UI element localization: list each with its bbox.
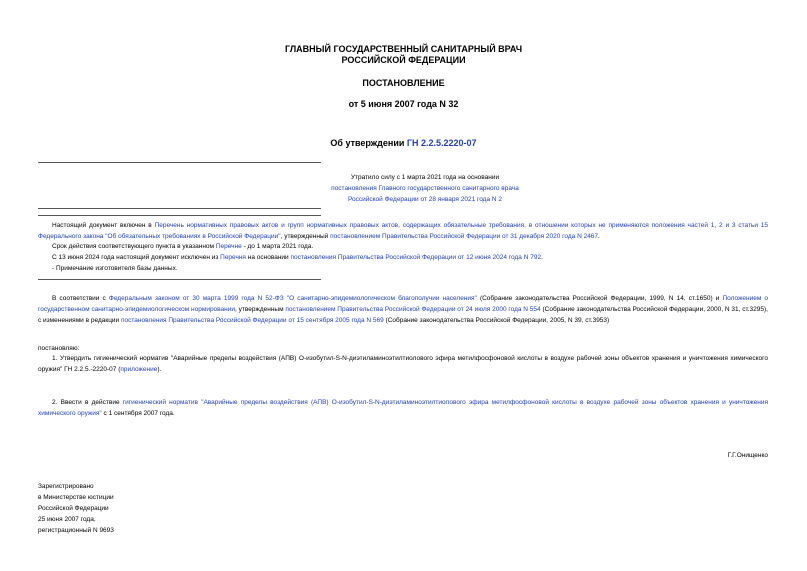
document-type: ПОСТАНОВЛЕНИЕ xyxy=(362,78,445,88)
divider xyxy=(38,208,321,209)
perechen-link-2[interactable]: Перечне xyxy=(215,243,242,250)
government-decree-792-link[interactable]: постановления Правительства Российской Федерации от 12 июня 2024 года N 792 xyxy=(290,254,542,261)
document-subject xyxy=(0,138,807,149)
appendix-link[interactable]: приложение xyxy=(120,366,158,373)
registration-line-2: в Министерстве юстиции xyxy=(38,494,114,501)
perechen-link[interactable]: Перечень нормативных правовых актов и групп нормативных правовых актов, содержащих обязательные требования, в отношении которых не применяются положения частей 1, 2 и 3 статьи 15 Федерального закона "Об обязательных требованиях в Российской Федерации" xyxy=(38,222,768,240)
lost-force-link-line-2[interactable]: постановления Главного государственного санитарного врача xyxy=(331,185,519,192)
notice-paragraph-2: Срок действия соответствующего пункта в указанном Перечне - до 1 марта 2021 года. xyxy=(52,243,314,250)
item-1: 1. Утвердить гигиенический норматив "Аварийные пределы воздействия (АПВ) О-изобутил-S-N-диэтиламиноэтилтиолового эфира метилфосфоновой кислоты в воздухе рабочей зоны объектов хранения и уничтожения химического оружия" ГН 2.2.5.-2220-07 (приложение). xyxy=(38,355,768,373)
notice-paragraph-1: Настоящий документ включен в Перечень нормативных правовых актов и групп нормативных правовых актов, содержащих обязательные требования, в отношении которых не применяются положения частей 1, 2 и 3 статьи 15 Федерального закона "Об обязательных требованиях в Российской Федерации", утвержденный постановлением Правительства Российской Федерации от 31 декабря 2020 года N 2467. xyxy=(38,222,768,240)
document-date: от 5 июня 2007 года N 32 xyxy=(348,99,459,109)
government-decree-554-link[interactable]: постановлением Правительства Российской Федерации от 24 июля 2000 года N 554 xyxy=(285,306,541,313)
lost-force-line-1: Утратило силу с 1 марта 2021 года на основании xyxy=(350,174,500,181)
registration-line-5: регистрационный N 9693 xyxy=(38,527,114,534)
lost-force-link-line-3[interactable]: Российской Федерации от 28 января 2021 года N 2 xyxy=(347,196,503,203)
notice-paragraph-4: - Примечание изготовителя базы данных. xyxy=(52,265,178,272)
subject-link[interactable]: ГН 2.2.5.2220-07 xyxy=(406,138,477,148)
divider xyxy=(38,215,321,216)
registration-line-1: Зарегистрировано xyxy=(38,483,94,490)
regulation-link[interactable]: Положением о государственном санитарно-эпидемиологическом нормировании xyxy=(38,295,768,313)
federal-law-52fz-link[interactable]: Федеральным законом от 30 марта 1999 года N 52-ФЗ "О санитарно-эпидемиологическом благополучии населения" xyxy=(108,295,477,302)
divider xyxy=(38,162,321,163)
hygienic-standard-link[interactable]: гигиенический норматив "Аварийные пределы воздействия (АПВ) О-изобутил-S-N-диэтиламиноэтилтиолового эфира метилфосфоновой кислоты в воздухе рабочей зоны объектов хранения и уничтожения химического оружия" xyxy=(38,399,768,417)
issuer-line-2: РОССИЙСКОЙ ФЕДЕРАЦИИ xyxy=(341,55,466,65)
government-decree-2467-link[interactable]: постановлением Правительства Российской Федерации от 31 декабря 2020 года N 2467 xyxy=(330,233,599,240)
notice-paragraph-3: С 13 июня 2024 года настоящий документ исключен из Перечня на основании постановления Правительства Российской Федерации от 12 июня 2024 года N 792. xyxy=(52,254,543,261)
registration-line-4: 25 июня 2007 года, xyxy=(38,516,96,523)
perechen-link-3[interactable]: Перечня xyxy=(220,254,246,261)
item-2: 2. Ввести в действие гигиенический норматив "Аварийные пределы воздействия (АПВ) О-изобутил-S-N-диэтиламиноэтилтиолового эфира метилфосфоновой кислоты в воздухе рабочей зоны объектов хранения и уничтожения химического оружия" с 1 сентября 2007 года. xyxy=(38,399,768,417)
registration-line-3: Российской Федерации xyxy=(38,505,109,512)
decree-word: постановляю: xyxy=(38,345,80,352)
basis-paragraph: В соответствии с Федеральным законом от 30 марта 1999 года N 52-ФЗ "О санитарно-эпидемиологическом благополучии населения" (Собрание законодательства Российской Федерации, 1999, N 14, ст.1650) и Положением о государственном санитарно-эпидемиологическом нормировании, утвержденным постановлением Правительства Российской Федерации от 24 июля 2000 года N 554 (Собрание законодательства Российской Федерации, 2000, N 31, ст.3295), с изменениями в редакции постановления Правительства Российской Федерации от 15 сентября 2005 года N 569 (Собрание законодательства Российской Федерации, 2005, N 39, ст.3953) xyxy=(38,295,768,324)
issuer-line-1: ГЛАВНЫЙ ГОСУДАРСТВЕННЫЙ САНИТАРНЫЙ ВРАЧ xyxy=(284,44,523,54)
signature: Г.Г.Онищенко xyxy=(727,452,768,459)
divider xyxy=(38,279,321,280)
government-decree-569-link[interactable]: постановления Правительства Российской Федерации от 15 сентября 2005 года N 569 xyxy=(121,317,384,324)
subject-prefix: Об утверждении xyxy=(330,138,407,148)
